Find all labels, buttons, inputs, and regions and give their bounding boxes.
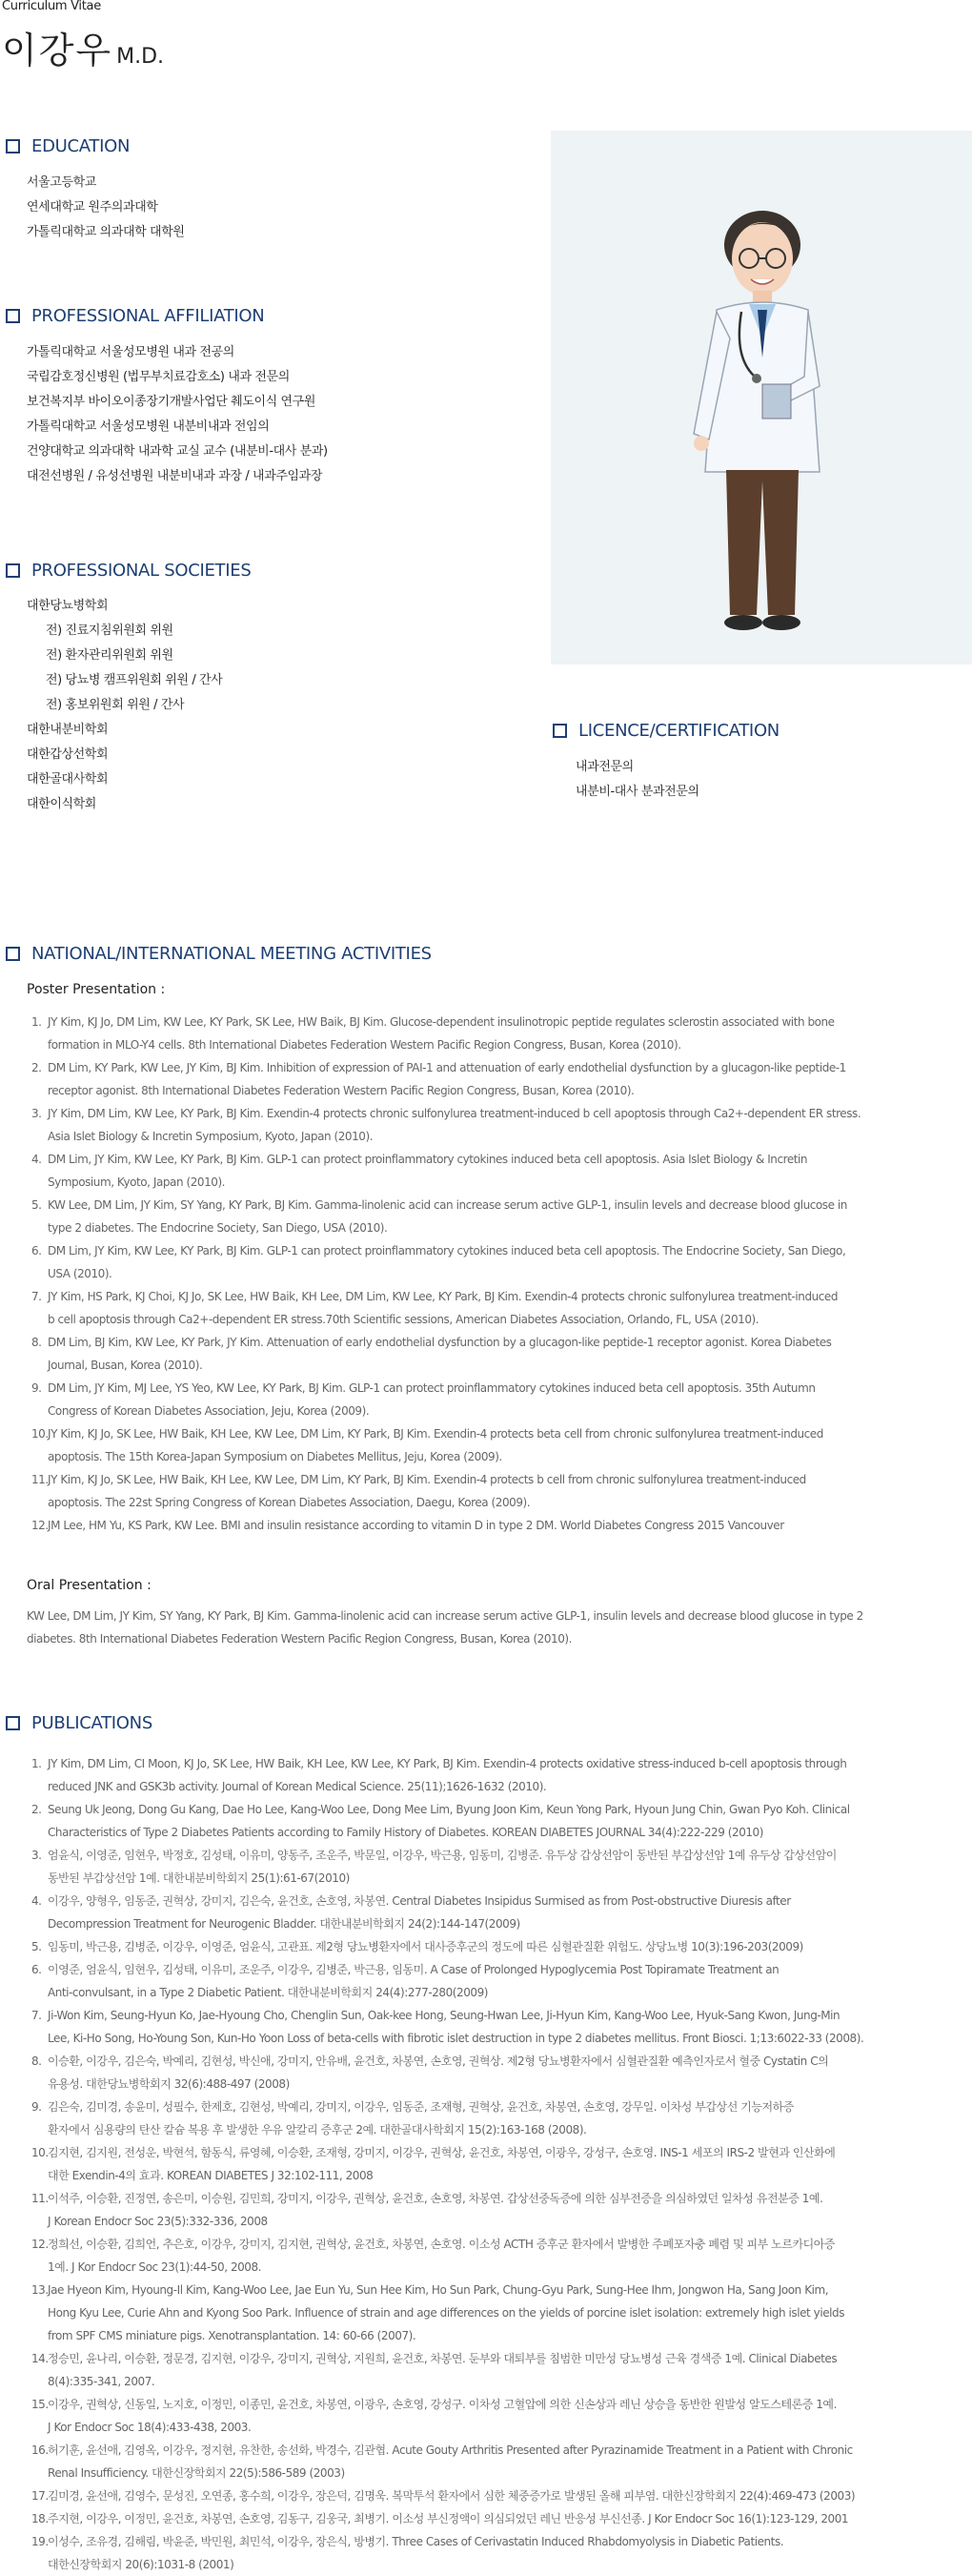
reference-item	[31, 1468, 962, 1514]
reference-line: JY Kim, DM Lim, KW Lee, KY Park, BJ Kim. Exendin-4 protects chronic sulfonylurea treatment-induced b cell apoptosis through Ca2+-dependent ER stress.	[48, 1107, 861, 1120]
reference-item	[31, 2439, 972, 2484]
list-item: 가톨릭대학교 서울성모병원 내분비내과 전임의	[27, 419, 270, 434]
reference-line: formation in MLO-Y4 cells. 8th International Diabetes Federation Western Pacific Region Congress, Busan, Korea (2010).	[48, 1038, 681, 1052]
reference-number: 2.	[31, 1061, 42, 1074]
affiliation-heading	[6, 306, 264, 326]
reference-number: 7.	[31, 1290, 42, 1303]
reference-number: 1.	[31, 1757, 42, 1770]
reference-line: JY Kim, DM Lim, CI Moon, KJ Jo, SK Lee, HW Baik, KH Lee, KW Lee, KY Park, BJ Kim. Exendin-4 protects oxidative stress-induced b-cell apoptosis through	[48, 1757, 847, 1770]
reference-line: 1예. J Kor Endocr Soc 23(1):44-50, 2008.	[48, 2260, 262, 2274]
licence-title: LICENCE/CERTIFICATION	[578, 721, 780, 741]
societies-heading	[6, 561, 251, 581]
society-role: 전) 진료지침위원회 위원	[46, 624, 173, 638]
reference-line: J Korean Endocr Soc 23(5):332-336, 2008	[48, 2215, 268, 2228]
reference-number: 5.	[31, 1940, 42, 1953]
list-item: 건양대학교 의과대학 내과학 교실 교수 (내분비-대사 분과)	[27, 444, 328, 459]
reference-line: Asia Islet Biology & Incretin Symposium, Kyoto, Japan (2010).	[48, 1130, 374, 1143]
oral-line: diabetes. 8th International Diabetes Federation Western Pacific Region Congress, Busan, Korea (2010).	[27, 1632, 573, 1646]
reference-number: 3.	[31, 1849, 42, 1862]
publications-heading	[6, 1713, 152, 1733]
reference-number: 15.	[31, 2398, 49, 2411]
reference-number: 9.	[31, 2100, 42, 2114]
reference-line: 이강우, 양형우, 임동준, 권혁상, 강미지, 김은숙, 윤건호, 손호영, 차봉연. Central Diabetes Insipidus Surmised as from Post-obstructive Diuresis after	[48, 1894, 791, 1908]
reference-line: 정승민, 윤나리, 이승환, 정문경, 김지현, 이강우, 강미지, 권혁상, 지원희, 윤건호, 차봉연. 둔부와 대퇴부를 침범한 미만성 당뇨병성 근육 경색증 1예. Clinical Diabetes	[48, 2352, 838, 2365]
reference-number: 10.	[31, 1427, 49, 1441]
section-marker-icon	[6, 947, 20, 961]
reference-line: JY Kim, KJ Jo, DM Lim, KW Lee, KY Park, SK Lee, HW Baik, BJ Kim. Glucose-dependent insulinotropic peptide regulates sclerostin associated with bone	[48, 1015, 835, 1029]
reference-line: apoptosis. The 22st Spring Congress of Korean Diabetes Association, Daegu, Korea (2009).	[48, 1496, 531, 1509]
list-item: 대한골대사학회	[27, 772, 109, 787]
reference-line: 유용성. 대한당뇨병학회지 32(6):488-497 (2008)	[48, 2077, 290, 2091]
reference-line: Characteristics of Type 2 Diabetes Patients according to Family History of Diabetes. KOREAN DIABETES JOURNAL 34(4):222-229 (2010)	[48, 1826, 763, 1839]
licence-list	[576, 755, 699, 805]
reference-line: 이강우, 권혁상, 신동일, 노지호, 이정민, 이종민, 윤건호, 차봉연, 이광우, 손호영, 강성구. 이차성 고혈압에 의한 신손상과 레닌 상승을 동반한 원발성 알도스테론증 1예.	[48, 2398, 837, 2411]
reference-item	[31, 2141, 972, 2187]
reference-line: DM Lim, JY Kim, MJ Lee, YS Yeo, KW Lee, KY Park, BJ Kim. GLP-1 can protect proinflammatory cytokines induced beta cell apoptosis. 35th Autumn	[48, 1381, 816, 1395]
society-role: 전) 환자관리위원회 위원	[46, 648, 173, 663]
list-item: 내과전문의	[576, 760, 634, 774]
reference-number: 6.	[31, 1963, 42, 1976]
list-item: 대한갑상선학회	[27, 747, 109, 762]
reference-line: 임동미, 박근용, 김병준, 이강우, 이영준, 엄윤식, 고관표. 제2형 당뇨병환자에서 대사증후군의 정도에 따른 심혈관질환 위험도. 상당뇨병 10(3):196-203(2009)	[48, 1940, 803, 1953]
reference-line: 이석주, 이승환, 진정연, 송은미, 이승원, 김민희, 강미지, 이강우, 권혁상, 윤건호, 손호영, 차봉연. 갑상선중독증에 의한 심부전증을 의심하였던 일차성 유전분증 1예.	[48, 2192, 823, 2205]
reference-line: DM Lim, BJ Kim, KW Lee, KY Park, JY Kim. Attenuation of early endothelial dysfunction by a glucagon-like peptide-1 receptor agonist. Korea Diabetes	[48, 1336, 832, 1349]
reference-line: 허기훈, 윤선애, 김영옥, 이강우, 정지현, 유찬한, 송선화, 박경수, 김관협. Acute Gouty Arthritis Presented after Pyrazinamide Treatment in a Patient with Chronic	[48, 2443, 853, 2457]
section-marker-icon	[6, 309, 20, 323]
doctor-portrait	[667, 195, 858, 653]
list-item: 국립감호정신병원 (법무부치료감호소) 내과 전문의	[27, 370, 290, 384]
reference-item	[31, 1056, 962, 1102]
reference-number: 8.	[31, 1336, 42, 1349]
reference-line: DM Lim, KY Park, KW Lee, JY Kim, BJ Kim. Inhibition of expression of PAI-1 and attenuation of early endothelial dysfunction by a glucagon-like peptide-1	[48, 1061, 846, 1074]
reference-number: 9.	[31, 1381, 42, 1395]
affiliation-title: PROFESSIONAL AFFILIATION	[31, 306, 265, 326]
reference-item	[31, 1331, 962, 1377]
reference-line: 환자에서 심용량의 탄산 칼슘 복용 후 발생한 우유 알칼리 증후군 2예. 대한골대사학회지 15(2):163-168 (2008).	[48, 2123, 587, 2136]
reference-line: apoptosis. The 15th Korea-Japan Symposium on Diabetes Mellitus, Jeju, Korea (2009).	[48, 1450, 502, 1463]
meetings-title: NATIONAL/INTERNATIONAL MEETING ACTIVITIES	[31, 944, 432, 964]
reference-item	[31, 1798, 972, 1844]
reference-line: 대한신장학회지 20(6):1031-8 (2001)	[48, 2558, 234, 2571]
reference-line: receptor agonist. 8th International Diabetes Federation Western Pacific Region Congress, Busan, Korea (2010).	[48, 1084, 635, 1097]
cv-label: Curriculum Vitae	[2, 0, 101, 13]
reference-item	[31, 2530, 972, 2576]
reference-item	[31, 1194, 962, 1239]
reference-line: 김미경, 윤선애, 김영수, 문성진, 오연종, 홍수희, 이강우, 장은덕, 김명욱. 복막투석 환자에서 심한 체중증가로 발생된 올해 피부염. 대한신장학회지 22(4):469-473 (2003)	[48, 2489, 856, 2503]
reference-number: 6.	[31, 1244, 42, 1257]
reference-line: 정희선, 이승환, 김희언, 추은호, 이강우, 강미지, 김지현, 권혁상, 윤건호, 차봉연, 손호영. 이소성 ACTH 증후군 환자에서 발병한 주폐포자충 폐렴 및 피부 노르카디아증	[48, 2238, 836, 2251]
reference-line: Journal, Busan, Korea (2010).	[48, 1359, 203, 1372]
list-item: 대한내분비학회	[27, 723, 109, 737]
reference-line: Jae Hyeon Kim, Hyoung-Il Kim, Kang-Woo Lee, Jae Eun Yu, Sun Hee Kim, Ho Sun Park, Chung-Gyu Park, Sung-Hee Ihm, Jongwon Ha, Sang Joon Kim,	[48, 2283, 829, 2297]
reference-item	[31, 1285, 962, 1331]
reference-item	[31, 1752, 972, 1798]
reference-item	[31, 2004, 972, 2050]
reference-item	[31, 1148, 962, 1194]
societies-other-list	[27, 718, 108, 817]
reference-number: 7.	[31, 2009, 42, 2022]
reference-line: 대한 Exendin-4의 효과. KOREAN DIABETES J 32:102-111, 2008	[48, 2169, 374, 2182]
education-heading	[6, 136, 130, 156]
reference-item	[31, 2393, 972, 2439]
section-marker-icon	[6, 139, 20, 153]
reference-line: 동반된 부갑상선암 1예. 대한내분비학회지 25(1):61-67(2010)	[48, 1871, 350, 1885]
reference-item	[31, 2187, 972, 2233]
list-item: 가톨릭대학교 의과대학 대학원	[27, 225, 185, 239]
affiliation-list	[27, 340, 328, 489]
list-item: 대한이식학회	[27, 797, 96, 811]
name-text: 이강우	[2, 30, 113, 72]
reference-item	[31, 1377, 962, 1422]
reference-item	[31, 2096, 972, 2141]
reference-line: reduced JNK and GSK3b activity. Journal of Korean Medical Science. 25(11);1626-1632 (2010).	[48, 1780, 547, 1793]
meetings-heading	[6, 944, 432, 964]
reference-line: Congress of Korean Diabetes Association, Jeju, Korea (2009).	[48, 1404, 370, 1418]
society-main: 대한당뇨병학회	[27, 599, 109, 613]
reference-item	[31, 2347, 972, 2393]
reference-line: J Kor Endocr Soc 18(4):433-438, 2003.	[48, 2421, 252, 2434]
reference-number: 1.	[31, 1015, 42, 1029]
society-role: 전) 당뇨병 캠프위원회 위원 / 간사	[46, 673, 223, 687]
reference-line: type 2 diabetes. The Endocrine Society, San Diego, USA (2010).	[48, 1221, 388, 1235]
reference-line: USA (2010).	[48, 1267, 112, 1280]
oral-presentation	[27, 1605, 961, 1650]
reference-item	[31, 1422, 962, 1468]
poster-label: Poster Presentation :	[27, 982, 166, 997]
reference-number: 10.	[31, 2146, 49, 2159]
reference-item	[31, 1958, 972, 2004]
reference-line: Decompression Treatment for Neurogenic Bladder. 대한내분비학회지 24(2):144-147(2009)	[48, 1917, 520, 1931]
reference-line: Lee, Ki-Ho Song, Ho-Young Son, Kun-Ho Yoon Loss of beta-cells with fibrotic islet destruction in type 2 diabetes mellitus. Front Biosci. 1;13:6022-33 (2008).	[48, 2032, 864, 2045]
list-item: 서울고등학교	[27, 175, 96, 190]
reference-line: Anti-convulsant, in a Type 2 Diabetic Patient. 대한내분비학회지 24(4):277-280(2009)	[48, 1986, 489, 1999]
reference-line: JY Kim, KJ Jo, SK Lee, HW Baik, KH Lee, KW Lee, DM Lim, KY Park, BJ Kim. Exendin-4 protects b cell from chronic sulfonylurea treatment-induced	[48, 1473, 806, 1486]
reference-line: JY Kim, HS Park, KJ Choi, KJ Jo, SK Lee, HW Baik, KH Lee, DM Lim, KW Lee, KY Park, BJ Kim. Exendin-4 protects chronic sulfonylurea treatment-induced	[48, 1290, 839, 1303]
reference-item	[31, 1239, 962, 1285]
reference-line: 이성수, 조유경, 김해림, 박윤준, 박민원, 최민석, 이강우, 장은식, 방병기. Three Cases of Cerivastatin Induced Rhabdomyolysis in Diabetic Patients.	[48, 2535, 784, 2548]
section-marker-icon	[553, 724, 567, 738]
publications-title: PUBLICATIONS	[31, 1713, 152, 1733]
reference-line: 8(4):335-341, 2007.	[48, 2375, 155, 2388]
list-item: 연세대학교 원주의과대학	[27, 200, 158, 215]
reference-number: 16.	[31, 2443, 49, 2457]
section-marker-icon	[6, 1716, 20, 1730]
reference-number: 19.	[31, 2535, 49, 2548]
reference-item	[31, 2233, 972, 2279]
reference-number: 14.	[31, 2352, 49, 2365]
poster-list	[31, 1011, 962, 1537]
reference-line: 김은숙, 김미경, 송윤미, 성필수, 한제호, 김현성, 박예리, 강미지, 이강우, 임동준, 조재형, 권혁상, 윤건호, 차봉연, 손호영, 강무일. 이차성 부갑상선 기능저하증	[48, 2100, 794, 2114]
society-role: 전) 홍보위원회 위원 / 간사	[46, 698, 185, 712]
reference-line: 이영준, 엄윤식, 임현우, 김성태, 이유미, 조운주, 이강우, 김병준, 박근용, 임동미. A Case of Prolonged Hypoglycemia Post Topiramate Treatment an	[48, 1963, 780, 1976]
reference-number: 2.	[31, 1803, 42, 1816]
societies-title: PROFESSIONAL SOCIETIES	[31, 561, 252, 581]
reference-number: 3.	[31, 1107, 42, 1120]
degree-suffix: M.D.	[116, 45, 165, 69]
reference-line: 이승환, 이강우, 김은숙, 박예리, 김현성, 박신애, 강미지, 안유배, 윤건호, 차봉연, 손호영, 권혁상. 제2형 당뇨병환자에서 심혈관질환 예측인자로서 혈중 Cystatin C의	[48, 2055, 829, 2068]
reference-line: JM Lee, HM Yu, KS Park, KW Lee. BMI and insulin resistance according to vitamin D in type 2 DM. World Diabetes Congress 2015 Vancouver	[48, 1519, 784, 1532]
reference-line: Symposium, Kyoto, Japan (2010).	[48, 1176, 226, 1189]
reference-number: 12.	[31, 2238, 49, 2251]
reference-item	[31, 2507, 972, 2530]
education-title: EDUCATION	[31, 136, 131, 156]
reference-item	[31, 1890, 972, 1935]
reference-line: 주지현, 이강우, 이정민, 윤건호, 차봉연, 손호영, 김동구, 김웅국, 최병기. 이소성 부신정액이 의심되었던 레닌 반응성 부신선종. J Kor Endocr Soc 16(1):123-129, 2001	[48, 2512, 849, 2525]
reference-line: Hong Kyu Lee, Curie Ahn and Kyong Soo Park. Influence of strain and age differences on the yields of porcine islet isolation: extremely high islet yields	[48, 2306, 844, 2320]
reference-number: 11.	[31, 1473, 49, 1486]
reference-item	[31, 2050, 972, 2096]
reference-line: from SPF CMS miniature pigs. Xenotransplantation. 14: 60-66 (2007).	[48, 2329, 416, 2342]
reference-number: 13.	[31, 2283, 49, 2297]
reference-number: 12.	[31, 1519, 49, 1532]
reference-line: 엄윤식, 이영준, 임현우, 박정호, 김성태, 이유미, 양동주, 조운주, 박문일, 이강우, 박근용, 임동미, 김병준. 유두상 갑상선암이 동반된 부갑상선암 1예 유두상 갑상선암이	[48, 1849, 837, 1862]
reference-number: 18.	[31, 2512, 49, 2525]
reference-item	[31, 1935, 972, 1958]
reference-line: KW Lee, DM Lim, JY Kim, SY Yang, KY Park, BJ Kim. Gamma-linolenic acid can increase serum active GLP-1, insulin levels and decrease blood glucose in	[48, 1198, 847, 1212]
reference-item	[31, 1514, 962, 1537]
reference-item	[31, 2484, 972, 2507]
education-list	[27, 171, 185, 245]
oral-line: KW Lee, DM Lim, JY Kim, SY Yang, KY Park, BJ Kim. Gamma-linolenic acid can increase serum active GLP-1, insulin levels and decrease blood glucose in type 2	[27, 1609, 863, 1623]
societies-list	[27, 594, 222, 718]
reference-item	[31, 1844, 972, 1890]
list-item: 대전선병원 / 유성선병원 내분비내과 과장 / 내과주임과장	[27, 469, 322, 483]
reference-number: 8.	[31, 2055, 42, 2068]
list-item: 가톨릭대학교 서울성모병원 내과 전공의	[27, 345, 234, 359]
oral-label: Oral Presentation :	[27, 1578, 152, 1593]
reference-number: 4.	[31, 1153, 42, 1166]
section-marker-icon	[6, 563, 20, 578]
reference-line: Ji-Won Kim, Seung-Hyun Ko, Jae-Hyoung Cho, Chenglin Sun, Oak-kee Hong, Seung-Hwan Lee, Ji-Hyun Kim, Kang-Woo Lee, Hyuk-Sang Kwon, Jung-Min	[48, 2009, 840, 2022]
reference-line: JY Kim, KJ Jo, SK Lee, HW Baik, KH Lee, KW Lee, DM Lim, KY Park, BJ Kim. Exendin-4 protects beta cell from chronic sulfonylurea treatment-induced	[48, 1427, 823, 1441]
reference-line: Seung Uk Jeong, Dong Gu Kang, Dae Ho Lee, Kang-Woo Lee, Dong Mee Lim, Byung Joon Kim, Keun Yong Park, Hyoun Jung Chin, Gwan Pyo Koh. Clinical	[48, 1803, 850, 1816]
reference-item	[31, 1011, 962, 1056]
doctor-name	[2, 21, 164, 73]
reference-line: b cell apoptosis through Ca2+-dependent ER stress.70th Scientific sessions, American Diabetes Association, Orlando, FL, USA (2010).	[48, 1313, 759, 1326]
reference-item	[31, 2279, 972, 2347]
reference-line: DM Lim, JY Kim, KW Lee, KY Park, BJ Kim. GLP-1 can protect proinflammatory cytokines induced beta cell apoptosis. Asia Islet Biology & Incretin	[48, 1153, 808, 1166]
reference-number: 5.	[31, 1198, 42, 1212]
reference-number: 4.	[31, 1894, 42, 1908]
reference-line: 김지현, 김지원, 전성운, 박현석, 함동식, 류영혜, 이승환, 조재형, 강미지, 이강우, 권혁상, 윤건호, 차봉연, 이광우, 강성구, 손호영. INS-1 세포의 IRS-2 발현과 인산화에	[48, 2146, 836, 2159]
list-item: 보건복지부 바이오이종장기개발사업단 췌도이식 연구원	[27, 395, 315, 409]
licence-heading	[553, 721, 780, 741]
reference-line: DM Lim, JY Kim, KW Lee, KY Park, BJ Kim. GLP-1 can protect proinflammatory cytokines induced beta cell apoptosis. The Endocrine Society, San Diego,	[48, 1244, 846, 1257]
list-item: 내분비-대사 분과전문의	[576, 785, 699, 799]
reference-item	[31, 1102, 962, 1148]
publication-list	[31, 1752, 972, 2576]
reference-number: 11.	[31, 2192, 49, 2205]
reference-number: 17.	[31, 2489, 49, 2503]
reference-line: Renal Insufficiency. 대한신장학회지 22(5):586-589 (2003)	[48, 2466, 345, 2480]
